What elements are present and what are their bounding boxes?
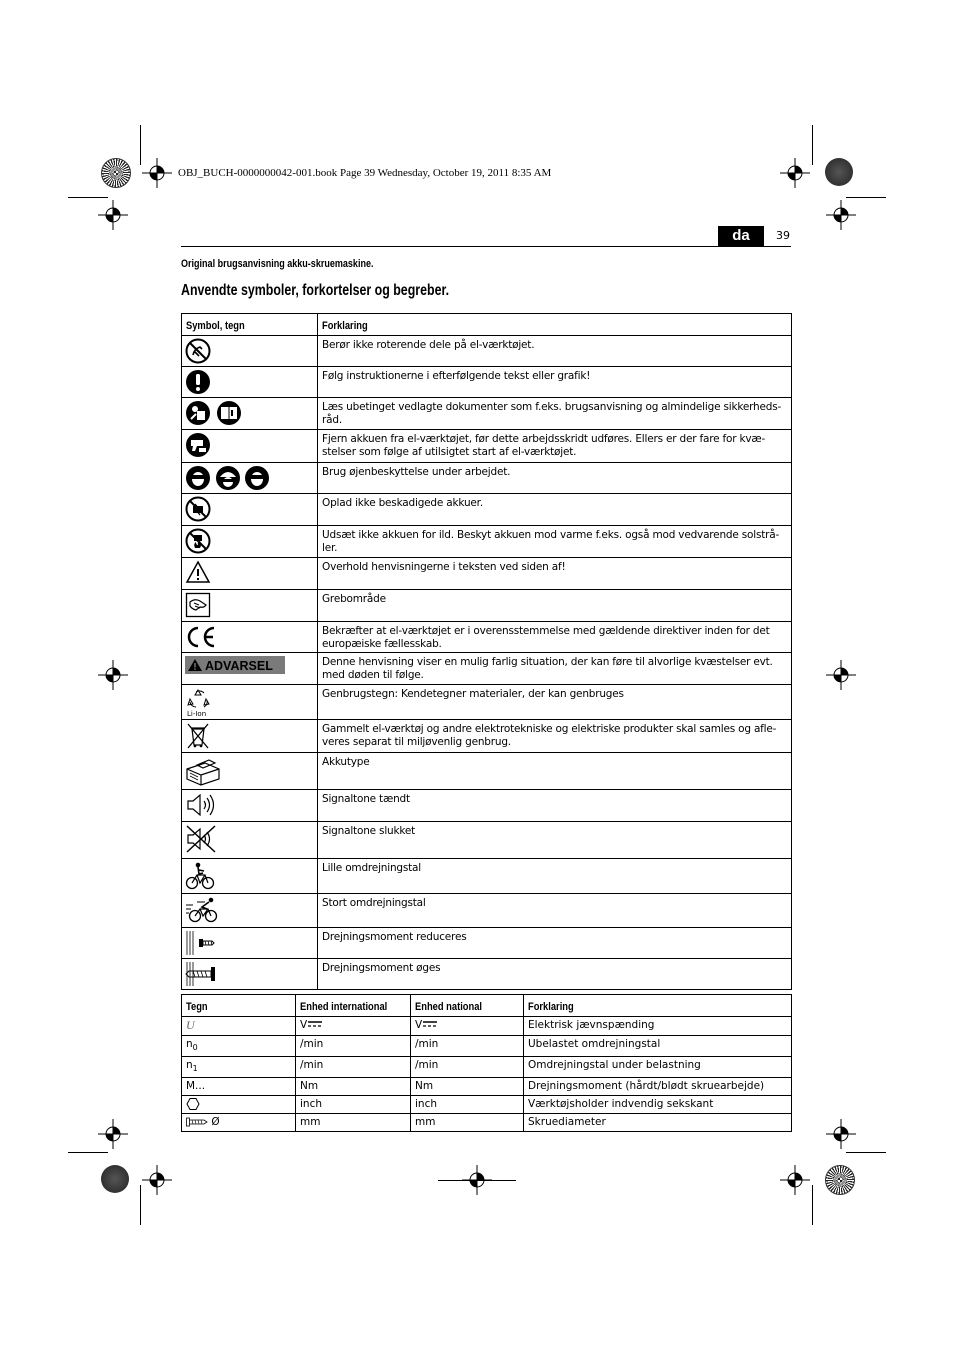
eye-protection-icon xyxy=(185,465,273,491)
sign-diameter: Ø xyxy=(211,1116,220,1129)
unit-national: inch xyxy=(411,1096,524,1114)
table-row xyxy=(182,398,792,430)
table-row xyxy=(182,685,792,720)
table-row xyxy=(182,1017,792,1036)
bicycle-fast-icon xyxy=(185,896,219,924)
no-charge-damaged-battery-icon xyxy=(185,496,211,522)
symbol-explanation: Grebområde xyxy=(318,590,792,622)
crop-line xyxy=(140,1185,141,1225)
table-row xyxy=(182,463,792,494)
unit-explanation: Elektrisk jævnspænding xyxy=(524,1017,792,1036)
registration-disc-icon xyxy=(101,1165,129,1193)
table-row xyxy=(182,1114,792,1132)
table-row xyxy=(182,1078,792,1096)
sign-n: n xyxy=(186,1059,193,1072)
symbol-explanation: Berør ikke roterende dele på el-værktøjet. xyxy=(318,336,792,367)
hexagon-icon xyxy=(186,1097,200,1111)
table-row xyxy=(182,367,792,398)
unit-explanation: Ubelastet omdrejningstal xyxy=(524,1036,792,1057)
unit-national: /min xyxy=(411,1057,524,1078)
crop-line xyxy=(812,1185,813,1225)
unit-international: V xyxy=(300,1019,308,1031)
table-row xyxy=(182,1036,792,1057)
svg-text:Li-Ion: Li-Ion xyxy=(187,710,207,717)
sign-n: n xyxy=(186,1038,193,1050)
document-subtitle: Original brugsanvisning akku-skruemaskine. xyxy=(181,258,374,270)
mandatory-instruction-icon xyxy=(185,369,211,395)
language-badge: da xyxy=(718,226,764,246)
torque-reduce-icon xyxy=(185,930,217,956)
file-info-header: OBJ_BUCH-0000000042-001.book Page 39 Wednesday, October 19, 2011 8:35 AM xyxy=(178,167,552,179)
crop-line xyxy=(846,1152,886,1153)
unit-national: Nm xyxy=(411,1078,524,1096)
section-title: Anvendte symboler, forkortelser og begreber. xyxy=(181,282,450,299)
battery-type-icon xyxy=(185,755,221,787)
unit-explanation: Omdrejningstal under belastning xyxy=(524,1057,792,1078)
no-touch-rotating-icon xyxy=(185,338,211,364)
symbol-explanation: Brug øjenbeskyttelse under arbejdet. xyxy=(318,463,792,494)
no-fire-battery-icon xyxy=(185,528,211,554)
registration-crosshair-icon xyxy=(826,1119,856,1149)
symbol-explanation: Signaltone slukket xyxy=(318,822,792,859)
registration-disc-icon xyxy=(825,158,853,186)
symbol-explanation: Genbrugstegn: Kendetegner materialer, der kan genbruges xyxy=(318,685,792,720)
bicycle-slow-icon xyxy=(185,861,215,891)
sound-on-icon xyxy=(185,792,217,818)
header-sign: Tegn xyxy=(186,1001,208,1013)
symbol-explanation: Denne henvisning viser en mulig farlig situation, der kan føre til alvorlige kvæstelser evt. med døden til følge. xyxy=(318,653,792,685)
table-row xyxy=(182,558,792,590)
unit-international: inch xyxy=(296,1096,411,1114)
unit-explanation: Skruediameter xyxy=(524,1114,792,1132)
grip-area-icon xyxy=(185,592,211,618)
registration-crosshair-icon xyxy=(780,158,810,188)
weee-bin-icon xyxy=(185,722,211,750)
symbol-explanation: Oplad ikke beskadigede akkuer. xyxy=(318,494,792,526)
table-row xyxy=(182,430,792,463)
crop-line xyxy=(438,1180,516,1181)
registration-star-icon xyxy=(825,1165,855,1195)
registration-crosshair-icon xyxy=(98,660,128,690)
symbol-explanation: Udsæt ikke akkuen for ild. Beskyt akkuen mod varme f.eks. også mod vedvarende solstråler. xyxy=(318,526,792,558)
advarsel-label-icon xyxy=(185,655,285,675)
table-row xyxy=(182,494,792,526)
page-number: 39 xyxy=(776,229,790,242)
unit-explanation: Værktøjsholder indvendig sekskant xyxy=(524,1096,792,1114)
registration-crosshair-icon xyxy=(142,1165,172,1195)
table-row xyxy=(182,1057,792,1078)
symbol-explanation: Drejningsmoment øges xyxy=(318,959,792,990)
read-manual-icon xyxy=(185,400,243,426)
crop-line xyxy=(140,125,141,165)
table-row xyxy=(182,959,792,990)
registration-crosshair-icon xyxy=(142,158,172,188)
unit-national: V xyxy=(415,1019,423,1031)
table-row xyxy=(182,859,792,894)
screw-icon xyxy=(186,1117,208,1127)
table-row xyxy=(182,894,792,928)
registration-crosshair-icon xyxy=(780,1165,810,1195)
units-table-header xyxy=(182,995,792,1017)
symbol-explanation: Bekræfter at el-værktøjet er i overensstemmelse med gældende direktiver inden for det europæiske fællesskab. xyxy=(318,622,792,653)
ce-mark-icon xyxy=(185,624,217,650)
symbol-explanation: Signaltone tændt xyxy=(318,790,792,822)
table-row xyxy=(182,526,792,558)
dc-symbol-icon xyxy=(308,1020,322,1028)
svg-text:ADVARSEL: ADVARSEL xyxy=(205,659,273,673)
registration-crosshair-icon xyxy=(98,200,128,230)
header-unit-national: Enhed national xyxy=(415,1001,483,1013)
disconnect-battery-icon xyxy=(185,432,211,458)
unit-explanation: Drejningsmoment (hårdt/blødt skruearbejde) xyxy=(524,1078,792,1096)
symbols-table xyxy=(181,313,792,990)
warning-triangle-icon xyxy=(185,560,211,584)
crop-line xyxy=(68,1152,108,1153)
header-unit-international: Enhed international xyxy=(300,1001,388,1013)
registration-crosshair-icon xyxy=(826,200,856,230)
header-symbol: Symbol, tegn xyxy=(182,314,318,336)
symbol-explanation: Akkutype xyxy=(318,753,792,790)
symbols-table-header xyxy=(182,314,792,336)
symbol-explanation: Gammelt el-værktøj og andre elektrotekniske og elektriske produkter skal samles og afleveres separat til miljøvenlig genbrug. xyxy=(318,720,792,753)
sign-subscript: 1 xyxy=(192,1064,198,1074)
table-row xyxy=(182,822,792,859)
table-row xyxy=(182,928,792,959)
symbol-explanation: Læs ubetinget vedlagte dokumenter som f.eks. brugsanvisning og almindelige sikkerhedsråd. xyxy=(318,398,792,430)
table-row xyxy=(182,720,792,753)
sound-off-icon xyxy=(185,824,217,854)
table-row xyxy=(182,653,792,685)
registration-crosshair-icon xyxy=(98,1119,128,1149)
sign-m: M... xyxy=(182,1078,296,1096)
symbol-explanation: Fjern akkuen fra el-værktøjet, før dette arbejdsskridt udføres. Ellers er der fare for kvæstelser som følge af utilsigtet start af el-værktøjet. xyxy=(318,430,792,463)
symbol-explanation: Overhold henvisningerne i teksten ved siden af! xyxy=(318,558,792,590)
symbol-explanation: Drejningsmoment reduceres xyxy=(318,928,792,959)
unit-international: /min xyxy=(296,1036,411,1057)
symbol-explanation: Stort omdrejningstal xyxy=(318,894,792,928)
sign-u: U xyxy=(186,1018,195,1032)
dc-symbol-icon xyxy=(423,1020,437,1028)
table-row xyxy=(182,336,792,367)
symbol-explanation: Følg instruktionerne i efterfølgende tekst eller grafik! xyxy=(318,367,792,398)
unit-international: /min xyxy=(296,1057,411,1078)
header-rule xyxy=(181,246,791,247)
unit-national: /min xyxy=(411,1036,524,1057)
table-row xyxy=(182,622,792,653)
recycling-li-ion-icon xyxy=(185,687,215,717)
header-explanation: Forklaring xyxy=(528,1001,574,1013)
crop-line xyxy=(812,125,813,165)
table-row xyxy=(182,590,792,622)
units-table xyxy=(181,994,792,1132)
header-explanation: Forklaring xyxy=(318,314,792,336)
crop-line xyxy=(846,197,886,198)
unit-international: Nm xyxy=(296,1078,411,1096)
table-row xyxy=(182,1096,792,1114)
unit-national: mm xyxy=(411,1114,524,1132)
torque-increase-icon xyxy=(185,961,217,987)
registration-star-icon xyxy=(101,158,131,188)
sign-subscript: 0 xyxy=(192,1043,198,1053)
table-row xyxy=(182,753,792,790)
unit-international: mm xyxy=(296,1114,411,1132)
symbol-explanation: Lille omdrejningstal xyxy=(318,859,792,894)
registration-crosshair-icon xyxy=(826,660,856,690)
crop-line xyxy=(68,197,108,198)
table-row xyxy=(182,790,792,822)
